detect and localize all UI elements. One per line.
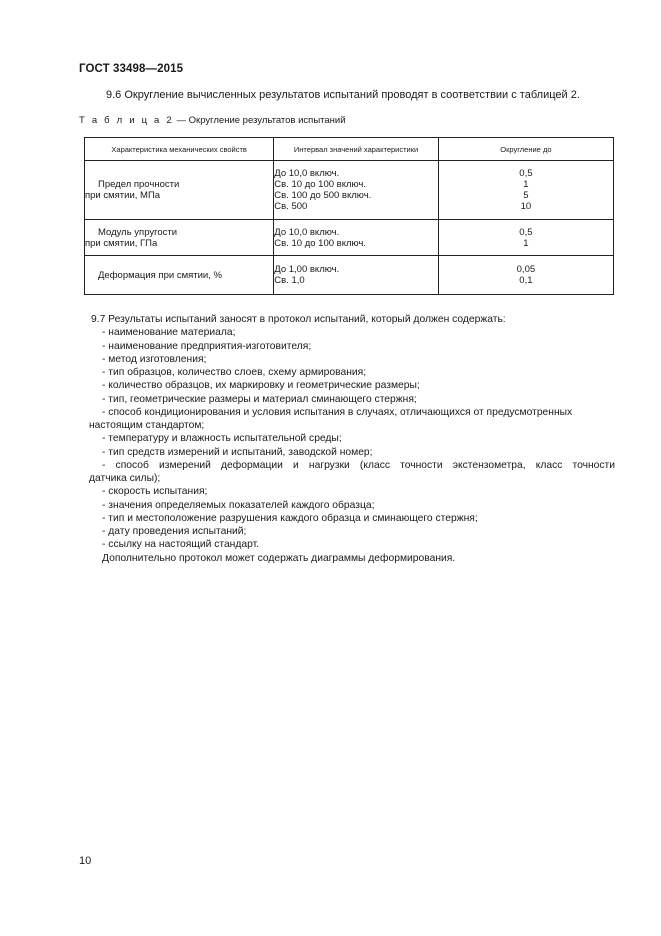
list-item-continuation: настоящим стандартом;	[89, 420, 205, 431]
interval-cell	[274, 220, 439, 256]
list-item: - наименование предприятия-изготовителя;	[102, 340, 312, 352]
property-line: при смятии, МПа	[85, 190, 161, 201]
paragraph-9-7	[89, 313, 615, 565]
table-row	[85, 220, 614, 256]
list-item: - метод изготовления;	[102, 353, 207, 365]
table-row	[85, 256, 614, 295]
property-cell	[85, 220, 274, 256]
header-rounding: Округление до	[438, 138, 613, 161]
table-header-row	[85, 138, 614, 161]
property-cell	[85, 256, 274, 295]
list-item: - способ измерений деформации и нагрузки (класс точности экстензометра, класс точности	[102, 459, 615, 471]
interval-cell	[274, 256, 439, 295]
list-item-continuation: датчика силы);	[89, 473, 161, 484]
property-cell	[85, 161, 274, 220]
list-item: - тип средств измерений и испытаний, заводской номер;	[102, 446, 373, 458]
interval-cell	[274, 161, 439, 220]
interval-line: Св. 10 до 100 включ.	[274, 237, 367, 249]
interval-line: Св. 10 до 100 включ.	[274, 179, 367, 190]
rounding-value: 1	[523, 179, 529, 190]
interval-line: Св. 100 до 500 включ.	[274, 190, 372, 201]
rounding-table	[84, 137, 614, 295]
list-item: - тип и местоположение разрушения каждого образца и сминающего стержня;	[102, 512, 478, 524]
list-item: - температуру и влажность испытательной среды;	[102, 433, 342, 445]
list-item: - количество образцов, их маркировку и геометрические размеры;	[102, 380, 420, 392]
table-caption	[79, 115, 346, 126]
paragraph-9-7-intro: 9.7 Результаты испытаний заносят в протокол испытаний, который должен содержать:	[91, 314, 506, 325]
list-item: - ссылку на настоящий стандарт.	[102, 539, 260, 551]
rounding-value: 5	[523, 190, 529, 201]
property-line: при смятии, ГПа	[85, 237, 158, 249]
list-item: - тип, геометрические размеры и материал сминающего стержня;	[102, 393, 417, 405]
interval-line: До 1,00 включ.	[274, 264, 340, 275]
rounding-value: 0,05	[516, 264, 536, 275]
header-interval: Интервал значений характеристики	[274, 138, 439, 161]
interval-line: Св. 1,0	[274, 275, 305, 286]
rounding-value: 1	[523, 237, 529, 249]
list-item: - тип образцов, количество слоев, схему армирования;	[102, 367, 367, 378]
list-item: - наименование материала;	[102, 327, 236, 339]
property-line: Модуль упругости	[98, 226, 178, 238]
rounding-cell	[438, 256, 613, 295]
table-row	[85, 161, 614, 220]
rounding-value: 0,1	[519, 275, 533, 286]
table-caption-title: — Округление результатов испытаний	[173, 115, 346, 126]
interval-line: До 10,0 включ.	[274, 168, 340, 179]
rounding-cell	[438, 161, 613, 220]
rounding-cell	[438, 220, 613, 256]
header-property: Характеристика механических свойств	[85, 138, 274, 161]
property-line: Деформация при смятии, %	[98, 269, 222, 281]
page-number: 10	[79, 855, 92, 867]
list-item: - скорость испытания;	[102, 486, 208, 498]
list-item: - значения определяемых показателей каждого образца;	[102, 499, 375, 511]
rounding-value: 0,5	[519, 226, 533, 238]
list-item: - способ кондиционирования и условия испытания в случаях, отличающихся от предусмотренных	[102, 406, 573, 418]
interval-line: Св. 500	[274, 201, 308, 212]
paragraph-closing: Дополнительно протокол может содержать диаграммы деформирования.	[102, 552, 456, 564]
list-item: - дату проведения испытаний;	[102, 526, 247, 537]
rounding-value: 10	[520, 201, 532, 212]
interval-line: До 10,0 включ.	[274, 226, 340, 238]
document-code: ГОСТ 33498—2015	[79, 63, 184, 75]
paragraph-9-6: 9.6 Округление вычисленных результатов испытаний проводят в соответствии с таблицей 2.	[106, 89, 580, 101]
rounding-value: 0,5	[519, 168, 533, 179]
table-caption-label: Т а б л и ц а 2	[79, 115, 174, 126]
property-line: Предел прочности	[98, 179, 180, 190]
